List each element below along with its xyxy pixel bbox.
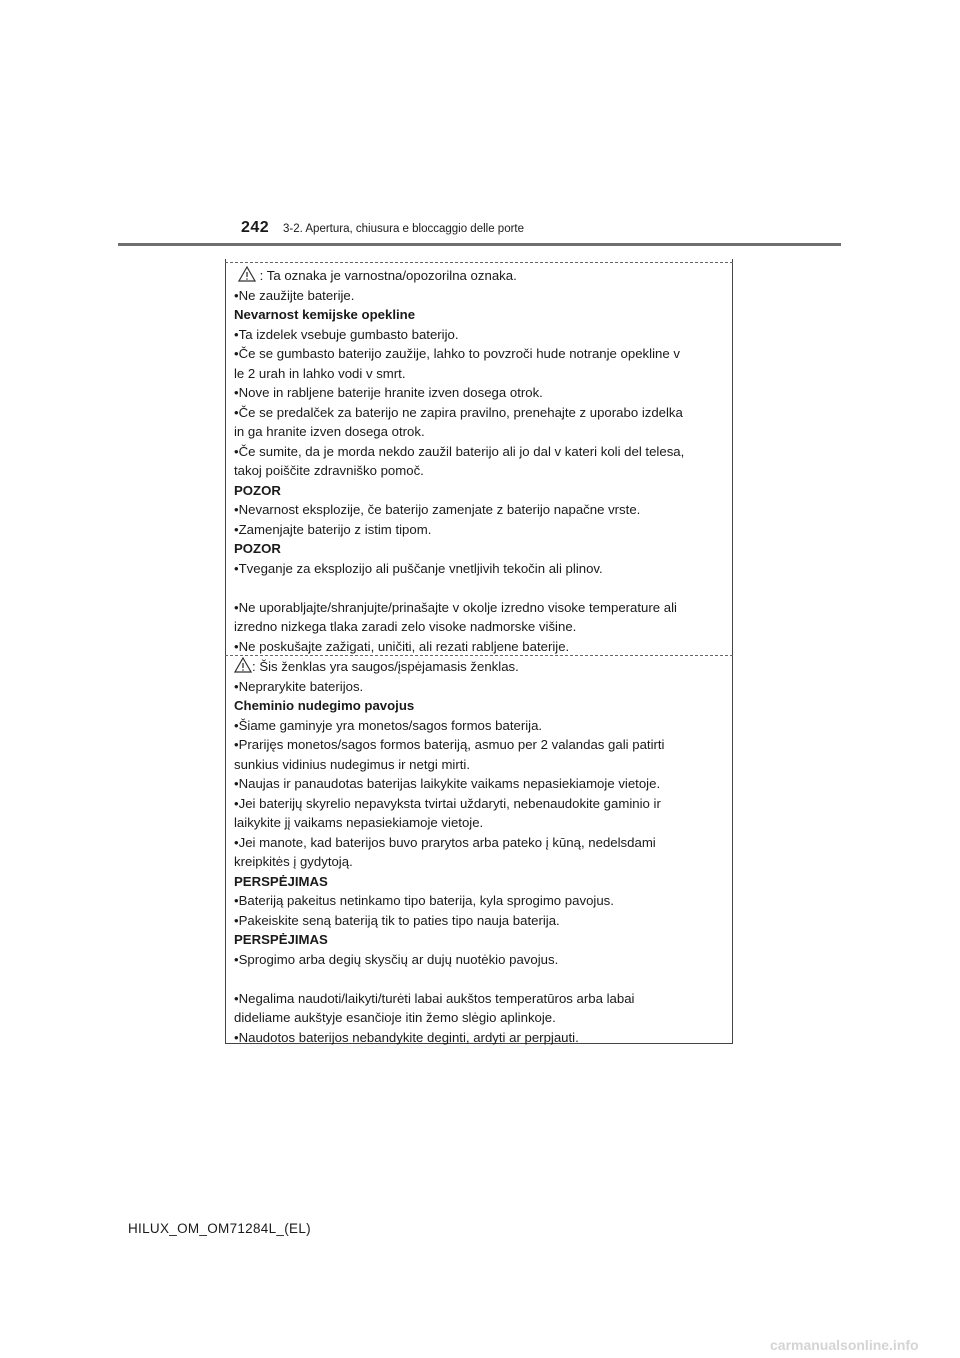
text-line: •Naudotos baterijos nebandykite deginti, ardyti ar perpjauti. <box>234 1029 579 1045</box>
text-line: kreipkitės į gydytoją. <box>234 854 353 869</box>
lithuanian-warning-label-text: : Šis ženklas yra saugos/įspėjamasis ženklas. <box>252 659 519 674</box>
text-line: takoj poiščite zdravniško pomoč. <box>234 463 424 478</box>
text-line-heading: Cheminio nudegimo pavojus <box>234 698 415 713</box>
text-line: •Tveganje za eksplozijo ali puščanje vnetljivih tekočin ali plinov. <box>234 560 603 576</box>
text-line: •Zamenjajte baterijo z istim tipom. <box>234 521 432 537</box>
text-line: laikykite jį vaikams nepasiekiamoje vietoje. <box>234 815 484 830</box>
blank-line <box>234 578 726 598</box>
text-line-heading: PERSPĖJIMAS <box>234 932 328 947</box>
text-line: •Ne poskušajte zažigati, uničiti, ali rezati rabljene baterije. <box>234 638 570 654</box>
slovenian-warning-label-line <box>234 266 726 286</box>
text-line: •Jei baterijų skyrelio nepavyksta tvirtai uždaryti, nebenaudokite gaminio ir <box>234 795 661 811</box>
text-line-heading: POZOR <box>234 482 281 498</box>
text-line-heading: PERSPĖJIMAS <box>234 873 328 889</box>
text-line: •Pakeiskite seną bateriją tik to paties tipo nauja baterija. <box>234 912 560 928</box>
lithuanian-warning-label-line <box>234 657 726 677</box>
site-watermark: carmanualsonline.info <box>770 1337 919 1353</box>
text-line: •Ta izdelek vsebuje gumbasto baterijo. <box>234 326 459 342</box>
text-line: sunkius vidinius nudegimus ir netgi mirti. <box>234 756 471 772</box>
label-box-top-dashed-rule <box>225 262 733 263</box>
text-line-heading: Nevarnost kemijske opekline <box>234 307 416 322</box>
lithuanian-warning-section <box>234 657 726 1047</box>
text-line: •Če sumite, da je morda nekdo zaužil baterijo ali jo dal v kateri koli del telesa, <box>234 443 685 459</box>
document-code: HILUX_OM_OM71284L_(EL) <box>128 1221 311 1236</box>
text-line: •Naujas ir panaudotas baterijas laikykite vaikams nepasiekiamoje vietoje. <box>234 776 661 791</box>
text-line-heading: POZOR <box>234 541 281 556</box>
text-line: •Šiame gaminyje yra monetos/sagos formos baterija. <box>234 717 543 733</box>
text-line: le 2 urah in lahko vodi v smrt. <box>234 365 406 381</box>
text-line: •Sprogimo arba degių skysčių ar dujų nuotėkio pavojus. <box>234 951 559 967</box>
section-title: 3-2. Apertura, chiusura e bloccaggio delle porte <box>283 223 525 235</box>
text-line: •Ne uporabljajte/shranjujte/prinašajte v okolje izredno visoke temperature ali <box>234 599 677 615</box>
text-line: izredno nizkega tlaka zaradi zelo visoke nadmorske višine. <box>234 619 577 634</box>
page-number: 242 <box>241 219 270 236</box>
text-line: •Prarijęs monetos/sagos formos bateriją, asmuo per 2 valandas gali patirti <box>234 737 665 752</box>
slovenian-warning-label-text: : Ta oznaka je varnostna/opozorilna oznaka. <box>256 268 517 283</box>
text-line: •Negalima naudoti/laikyti/turėti labai aukštos temperatūros arba labai <box>234 990 635 1006</box>
header-divider <box>118 243 841 246</box>
warning-triangle-icon <box>238 266 256 282</box>
text-line: •Če se predalček za baterijo ne zapira pravilno, prenehajte z uporabo izdelka <box>234 404 683 420</box>
text-line: in ga hranite izven dosega otrok. <box>234 424 425 439</box>
text-line: •Jei manote, kad baterijos buvo prarytos arba pateko į kūną, nedelsdami <box>234 834 656 850</box>
blank-line <box>234 969 726 989</box>
text-line: •Nevarnost eksplozije, če baterijo zamenjate z baterijo napačne vrste. <box>234 502 641 517</box>
text-line: •Neprarykite baterijos. <box>234 678 364 694</box>
text-line: •Bateriją pakeitus netinkamo tipo baterija, kyla sprogimo pavojus. <box>234 893 614 908</box>
text-line: •Ne zaužijte baterije. <box>234 287 355 303</box>
warning-triangle-icon <box>234 657 252 673</box>
slovenian-warning-section <box>234 266 726 656</box>
text-line: dideliame aukštyje esančioje itin žemo slėgio aplinkoje. <box>234 1010 556 1025</box>
text-line: •Če se gumbasto baterijo zaužije, lahko to povzroči hude notranje opekline v <box>234 346 680 361</box>
text-line: •Nove in rabljene baterije hranite izven dosega otrok. <box>234 385 543 400</box>
